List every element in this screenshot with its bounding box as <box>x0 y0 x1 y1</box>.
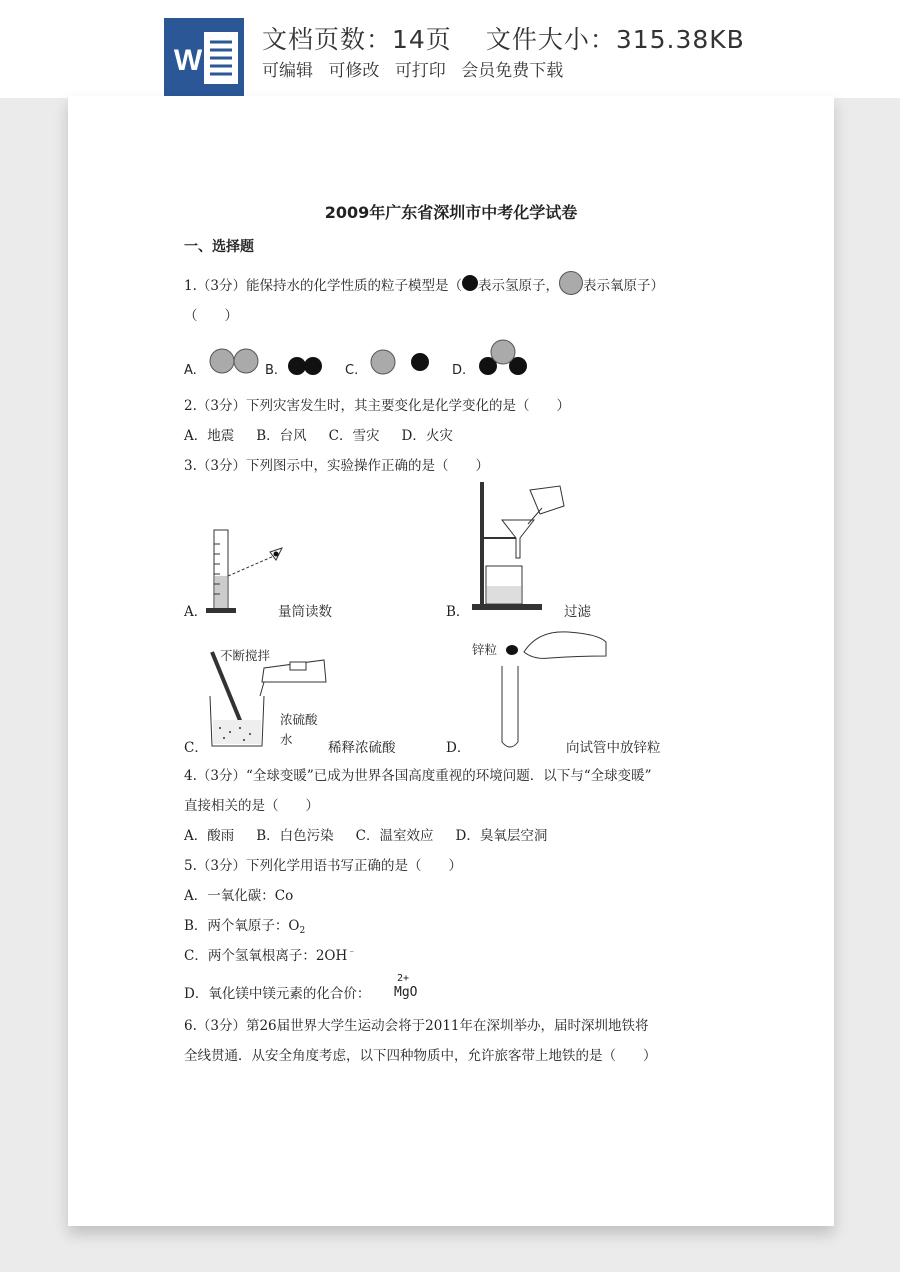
q5-option-c <box>184 944 356 964</box>
c-img-water-label: 水 <box>280 732 293 747</box>
document-page <box>68 96 834 1226</box>
molecule-o2-icon <box>208 346 266 376</box>
q1-opt-d-label: D. <box>452 363 467 378</box>
q1-answer-blank: （ ） <box>184 308 238 324</box>
document-title: 2009年广东省深圳市中考化学试卷 <box>324 203 578 222</box>
q4-option-d: D．臭氧层空洞 <box>455 828 548 844</box>
q3-option-c-caption: 稀释浓硫酸 <box>328 740 396 756</box>
q1-stem-part-b: 表示氢原子， <box>477 278 559 294</box>
q1-stem-part-a: 1.（3分）能保持水的化学性质的粒子模型是（ <box>184 278 462 294</box>
q2-option-d: D．火灾 <box>401 428 453 444</box>
oxygen-atom-icon <box>559 271 583 295</box>
filtration-illustration <box>468 480 578 616</box>
q5-option-c-superscript: ﹣ <box>347 947 357 957</box>
feature-editable: 可编辑 <box>262 61 313 81</box>
q3-option-a-letter: A． <box>184 604 208 620</box>
question-5-stem: 5.（3分）下列化学用语书写正确的是（ ） <box>184 858 462 874</box>
word-icon-letter: W <box>173 44 203 77</box>
question-4-options <box>184 824 547 844</box>
question-2-options <box>184 424 453 444</box>
c-img-acid-label: 浓硫酸 <box>280 712 318 727</box>
question-1-stem <box>184 274 664 295</box>
document-meta <box>262 20 779 56</box>
q3-option-b-letter: B． <box>446 604 470 620</box>
q1-option-d-letter <box>452 362 466 378</box>
q5-option-b-subscript: 2 <box>299 926 306 936</box>
q3-option-a-caption: 量筒读数 <box>278 604 332 620</box>
question-3-stem: 3.（3分）下列图示中，实验操作正确的是（ ） <box>184 458 489 474</box>
zinc-test-tube-illustration <box>498 622 608 752</box>
q4-option-b: B．白色污染 <box>256 828 334 844</box>
q3-option-d-letter: D． <box>446 740 471 756</box>
q2-option-c: C．雪灾 <box>328 428 380 444</box>
q1-option-c-letter <box>345 362 358 378</box>
q3-option-c-letter: C． <box>184 740 208 756</box>
q5-option-d-text: D．氧化镁中镁元素的化合价： <box>184 986 371 1002</box>
q5-option-d <box>184 982 370 1002</box>
feature-printable: 可打印 <box>394 61 446 81</box>
question-2-stem: 2.（3分）下列灾害发生时，其主要变化是化学变化的是（ ） <box>184 398 570 414</box>
q5-option-b <box>184 914 305 936</box>
q2-option-a: A．地震 <box>184 428 235 444</box>
section-heading: 一、选择题 <box>184 239 254 255</box>
q5-option-c-text: C．两个氢氧根离子：2OH <box>184 948 348 964</box>
word-document-icon <box>164 18 244 96</box>
question-4-stem-line1: 4.（3分）“全球变暖”已成为世界各国高度重视的环境问题．以下与“全球变暖” <box>184 768 652 784</box>
separate-atoms-icon <box>368 348 434 378</box>
molecule-h2-icon <box>286 354 326 378</box>
question-4-stem-line2: 直接相关的是（ ） <box>184 798 319 814</box>
q5-option-b-text: B．两个氧原子：O <box>184 918 300 934</box>
feature-modifiable: 可修改 <box>328 61 380 81</box>
hydrogen-atom-icon <box>462 275 478 291</box>
question-6-stem-line1: 6.（3分）第26届世界大学生运动会将于2011年在深圳举办，届时深圳地铁将 <box>184 1018 649 1034</box>
q1-opt-b-label: B. <box>265 363 279 378</box>
d-img-zinc-label: 锌粒 <box>472 642 498 657</box>
q1-opt-a-label: A. <box>184 363 197 378</box>
q1-stem-part-c: 表示氧原子） <box>582 278 664 294</box>
q4-option-c: C．温室效应 <box>355 828 434 844</box>
feature-member-download: 会员免费下载 <box>461 61 564 81</box>
feature-list <box>262 56 573 81</box>
file-size: 文件大小：315.38KB <box>485 25 745 54</box>
q1-opt-c-label: C. <box>345 363 359 378</box>
q4-option-a: A．酸雨 <box>184 828 235 844</box>
q5-option-d-formula: MgO <box>394 985 418 1000</box>
acid-dilution-illustration <box>204 648 334 752</box>
q1-option-a-letter <box>184 362 197 378</box>
q1-option-b-letter <box>265 362 278 378</box>
q3-option-d-caption: 向试管中放锌粒 <box>566 740 661 756</box>
question-6-stem-line2: 全线贯通．从安全角度考虑，以下四种物质中，允许旅客带上地铁的是（ ） <box>184 1048 657 1064</box>
page-count: 文档页数：14页 <box>262 25 452 54</box>
q2-option-b: B．台风 <box>256 428 307 444</box>
q5-option-a: A．一氧化碳：Co <box>184 888 294 904</box>
document-info-banner <box>0 0 900 98</box>
molecule-h2o-icon <box>476 338 530 378</box>
q5-option-d-valence: 2+ <box>397 973 410 984</box>
c-img-stir-label: 不断搅拌 <box>220 648 271 663</box>
q3-option-b-caption: 过滤 <box>564 604 591 620</box>
